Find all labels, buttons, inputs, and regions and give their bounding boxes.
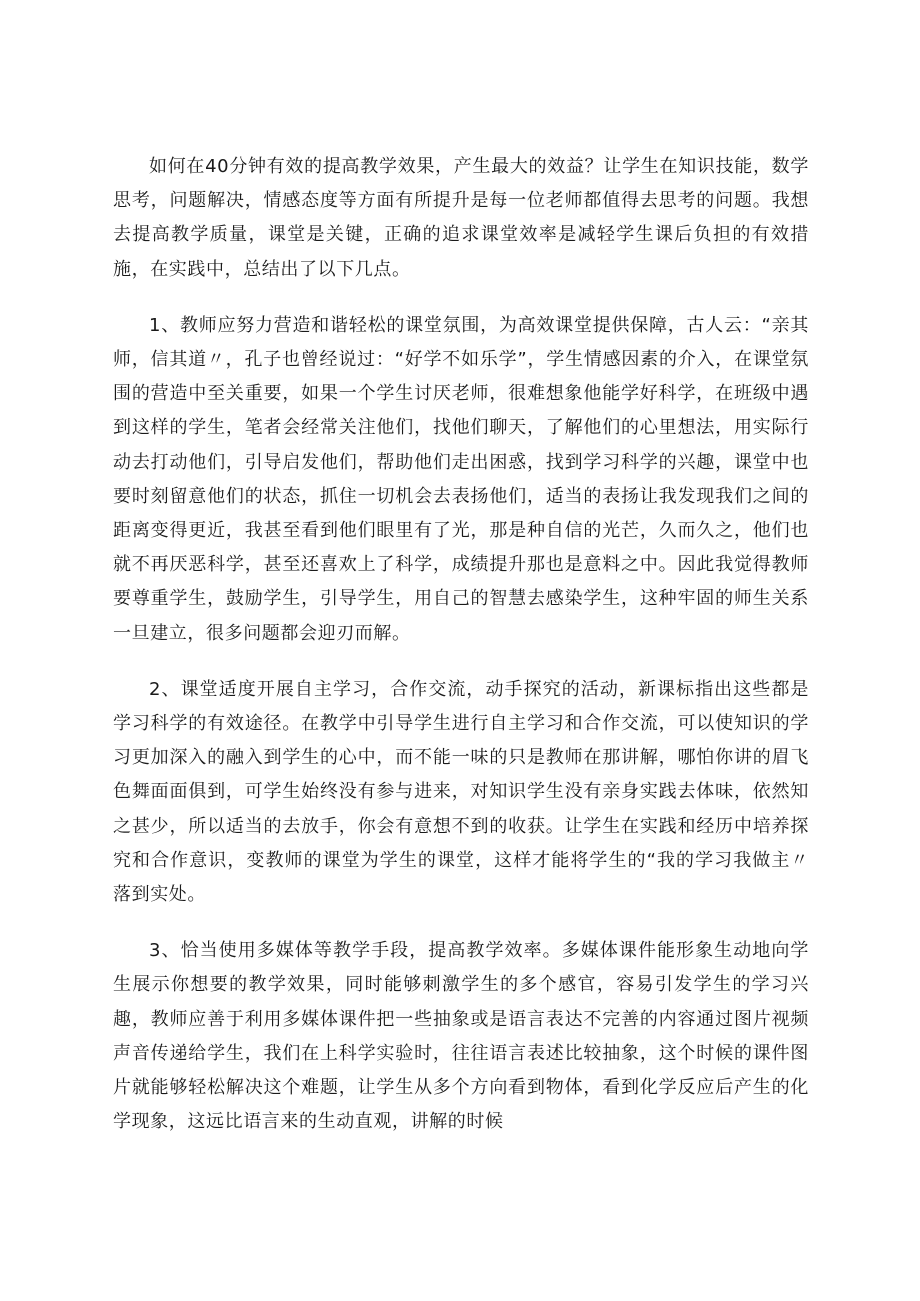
point-1-paragraph: 1、教师应努力营造和谐轻松的课堂氛围，为高效课堂提供保障，古人云：“亲其师，信其道〃，孔子也曾经说过：“好学不如乐学”，学生情感因素的介入，在课堂氛围的营造中至关重要，如果一个学生讨厌老师，很难想象他能学好科学，在班级中遇到这样的学生，笔者会经常关注他们，找他们聊天，了解他们的心里想法，用实际行动去打动他们，引导启发他们，帮助他们走出困惑，找到学习科学的兴趣，课堂中也要时刻留意他们的状态，抓住一切机会去表扬他们，适当的表扬让我发现我们之间的距离变得更近，我甚至看到他们眼里有了光，那是种自信的光芒，久而久之，他们也就不再厌恶科学，甚至还喜欢上了科学，成绩提升那也是意料之中。因此我觉得教师要尊重学生，鼓励学生，引导学生，用自己的智慧去感染学生，这种牢固的师生关系一旦建立，很多问题都会迎刃而解。 xyxy=(113,314,809,644)
intro-paragraph: 如何在40分钟有效的提高教学效果，产生最大的效益？让学生在知识技能，数学思考，问题解决，情感态度等方面有所提升是每一位老师都值得去思考的问题。我想去提高教学质量，课堂是关键，正确的追求课堂效率是减轻学生课后负担的有效措施，在实践中，总结出了以下几点。 xyxy=(113,156,809,280)
point-3-paragraph: 3、恰当使用多媒体等教学手段，提高教学效率。多媒体课件能形象生动地向学生展示你想要的教学效果，同时能够刺激学生的多个感官，容易引发学生的学习兴趣，教师应善于利用多媒体课件把一些抽象或是语言表达不完善的内容通过图片视频声音传递给学生，我们在上科学实验时，往往语言表述比较抽象，这个时候的课件图片就能够轻松解决这个难题，让学生从多个方向看到物体，看到化学反应后产生的化学现象，这远比语言来的生动直观，讲解的时候 xyxy=(113,940,809,1133)
document-body xyxy=(113,150,809,1161)
point-2-paragraph: 2、课堂适度开展自主学习，合作交流，动手探究的活动，新课标指出这些都是学习科学的有效途径。在教学中引导学生进行自主学习和合作交流，可以使知识的学习更加深入的融入到学生的心中，而不能一味的只是教师在那讲解，哪怕你讲的眉飞色舞面面俱到，可学生始终没有参与进来，对知识学生没有亲身实践去体味，依然知之甚少，所以适当的去放手，你会有意想不到的收获。让学生在实践和经历中培养探究和合作意识，变教师的课堂为学生的课堂，这样才能将学生的“我的学习我做主〃落到实处。 xyxy=(113,678,809,906)
